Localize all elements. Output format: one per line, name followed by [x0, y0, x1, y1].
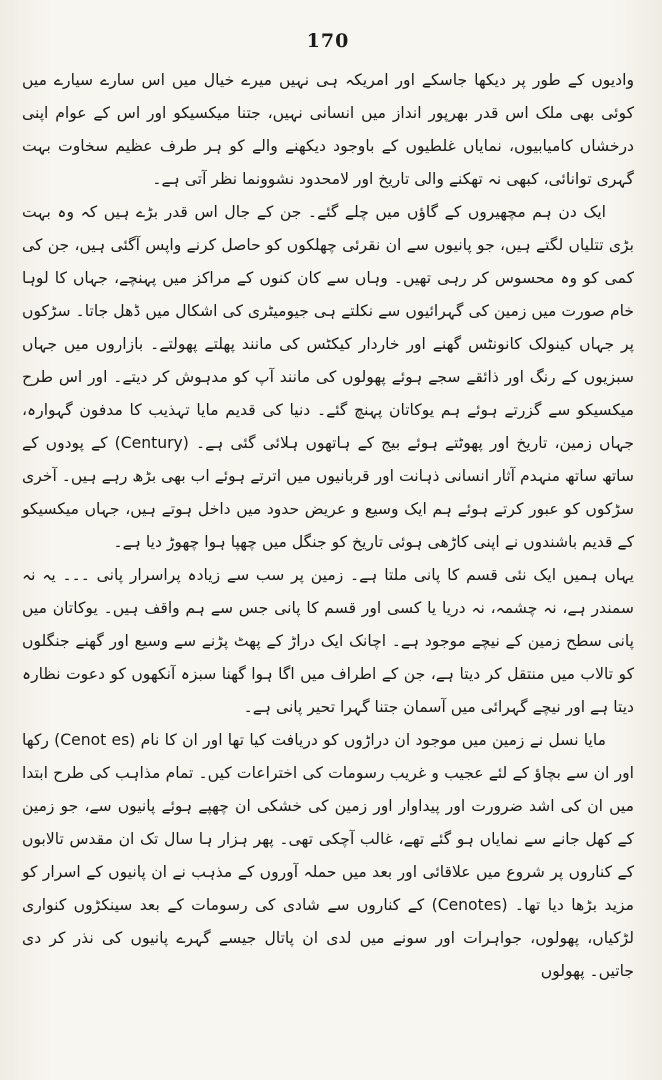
paragraph-1: وادیوں کے طور پر دیکھا جاسکے اور امریکہ ہی نہیں میرے خیال میں اس سارے سیارے میں کوئی بھی ملک اس قدر بھرپور انداز میں انسانی نہیں، جتنا میکسیکو اور اس کے عوام اپنی درخشاں کامیابیوں، نمایاں غلطیوں کے باوجود دیکھنے والے کو ہر طرف عظیم سخاوت بہت گہری توانائی، کبھی نہ تھکنے والی تاریخ اور لامحدود نشوونما نظر آتی ہے۔ — [22, 71, 634, 188]
paragraph-2: ایک دن ہم مچھیروں کے گاؤں میں چلے گئے۔ جن کے جال اس قدر بڑے ہیں کہ وہ بہت بڑی تتلیاں لگتے ہیں، جو پانیوں سے ان نقرئی چھلکوں کو حاصل کرنے واپس آگئی ہیں، جن کی کمی کو وہ محسوس کر رہی تھیں۔ وہاں سے کان کنوں کے مراکز میں پہنچے، جہاں کا لوہا خام صورت میں زمین کی گہرائیوں سے نکلتے ہی جیومیٹری کی اشکال میں ڈھل جاتا۔ سڑکوں پر جہاں کینولک کانونٹس گھنے اور خاردار کیکٹس کی مانند پھلتے پھولتے۔ بازاروں میں جہاں سبزیوں کے رنگ اور ذائقے سجے ہوئے پھولوں کی مانند آپ کو مدہوش کر دیتے۔ اور اس طرح میکسیکو سے گزرتے ہوئے ہم یوکاتان پہنچ گئے۔ دنیا کی قدیم مایا تہذیب کا مدفون گہوارہ، جہاں زمین، تاریخ اور پھوٹتے ہوئے بیج کے ہاتھوں ہلائی گئی ہے۔ (Century) کے پودوں کے ساتھ ساتھ منہدم آثار انسانی ذہانت اور قربانیوں میں اترتے ہوئے اب بھی بڑھ رہے ہیں۔ آخری سڑکوں کو عبور کرتے ہوئے ہم ایک وسیع و عریض حدود میں داخل ہوتے ہیں، جہاں میکسیکو کے قدیم باشندوں نے اپنی کاڑھی ہوئی تاریخ کو جنگل میں چھپا ہوا چھوڑ دیا ہے۔ — [22, 203, 634, 551]
body-text — [22, 64, 634, 988]
paragraph-4: مایا نسل نے زمین میں موجود ان دراڑوں کو دریافت کیا تھا اور ان کا نام (Cenot es) رکھا اور ان سے بچاؤ کے لئے عجیب و غریب رسومات کی اختراعات کیں۔ تمام مذاہب کی طرح ابتدا میں ان کی اشد ضرورت اور پیداوار اور زمین کی خشکی ان چھپے ہوئے پانیوں سے، جو زمین کے کھل جانے سے نمایاں ہو گئے تھے، غالب آچکی تھی۔ پھر ہزار ہا سال تک ان مقدس تالابوں کے کناروں پر شروع میں علاقائی اور بعد میں حملہ آوروں کے مذہب نے ان پانیوں کے اسرار کو مزید بڑھا دیا تھا۔ (Cenotes) کے کناروں سے شادی کی رسومات کے بعد سینکڑوں کنواری لڑکیاں، پھولوں، جواہرات اور سونے میں لدی ان پاتال جیسے گہرے پانیوں کی نذر کر دی جاتیں۔ پھولوں — [22, 731, 635, 980]
paragraph-3: یہاں ہمیں ایک نئی قسم کا پانی ملتا ہے۔ زمین پر سب سے زیادہ پراسرار پانی ۔۔۔ یہ نہ سمندر ہے، نہ چشمہ، نہ دریا یا کسی اور قسم کا پانی جس سے ہم واقف ہیں۔ یوکاتان میں پانی سطح زمین کے نیچے موجود ہے۔ اچانک ایک دراڑ کے پھٹ پڑنے سے وسیع اور گھنے جنگلوں کو تالاب میں منتقل کر دیتا ہے، جن کے اطراف میں اگا ہوا گھنا سبزہ آنکھوں کو دعوت نظارہ دیتا ہے اور نیچے گہرائی میں آسمان جتنا گہرا تحیر پانی ہے۔ — [22, 566, 634, 716]
page-number: 170 — [306, 30, 350, 52]
